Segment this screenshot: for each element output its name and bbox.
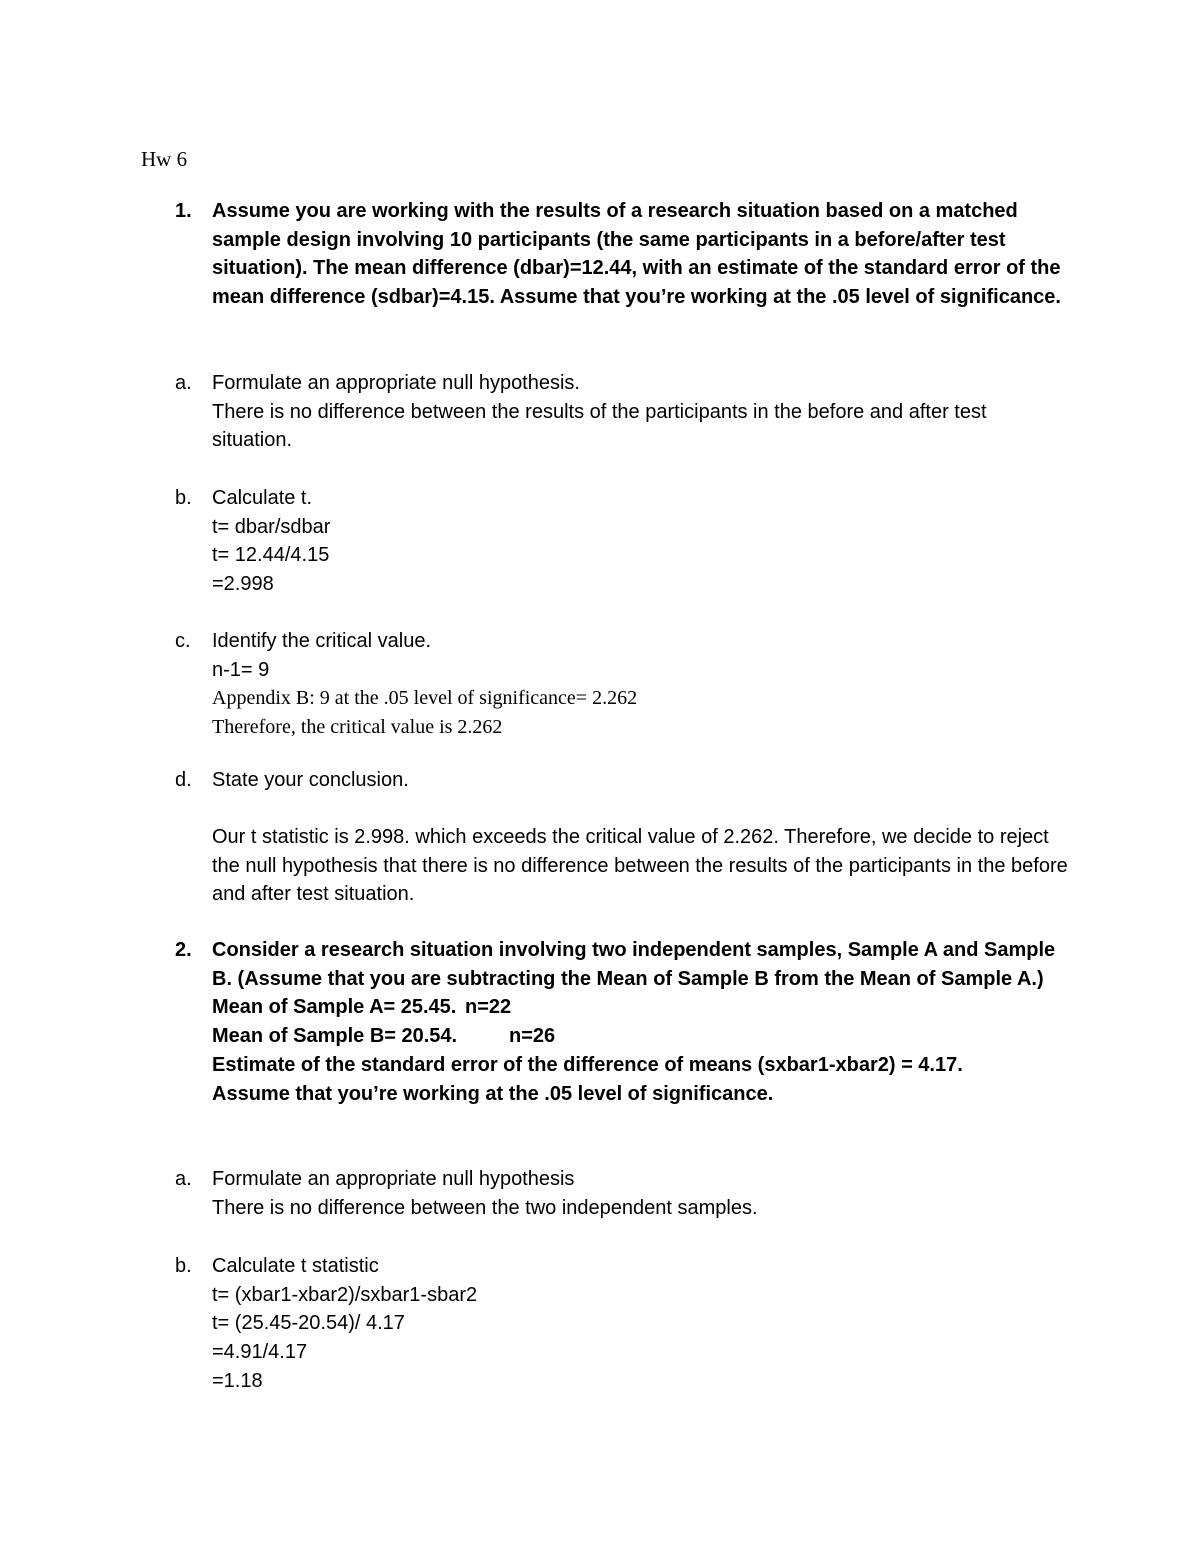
- mean-b: Mean of Sample B= 20.54.: [212, 1025, 458, 1048]
- part-marker: d.: [175, 769, 192, 791]
- calc-line: t= (25.45-20.54)/ 4.17: [212, 1312, 405, 1335]
- question-1-text: Assume you are working with the results of a research situation based on a matched sample design involving 10 participants (the same participants in a before/after test situation). The mean difference (dbar)=12.44, with an estimate of the standard error of the mean difference (sdbar)=4.15. Assume that you’re working at the .05 level of significance.: [212, 200, 1061, 309]
- mean-a: Mean of Sample A= 25.45.: [212, 996, 457, 1019]
- part-answer: There is no difference between the two independent samples.: [212, 1196, 758, 1219]
- part-answer: There is no difference between the results of the participants in the before and after test situation.: [212, 400, 987, 452]
- part-content: [212, 369, 1072, 455]
- critical-value-line: Therefore, the critical value is 2.262: [212, 716, 503, 739]
- part-prompt: Calculate t.: [212, 487, 313, 509]
- question-2-number: 2.: [175, 939, 192, 961]
- part-prompt: Calculate t statistic: [212, 1255, 379, 1277]
- part-marker: c.: [175, 630, 191, 652]
- part-content: [212, 1165, 1072, 1222]
- calc-line: =2.998: [212, 573, 274, 596]
- part-prompt: Formulate an appropriate null hypothesis.: [212, 372, 580, 394]
- significance-line: Assume that you’re working at the .05 level of significance.: [212, 1082, 774, 1105]
- part-marker: a.: [175, 372, 192, 394]
- calc-line: t= dbar/sdbar: [212, 515, 331, 538]
- question-2-text: Consider a research situation involving two independent samples, Sample A and Sample B. (Assume that you are subtracting the Mean of Sample B from the Mean of Sample A.): [212, 939, 1056, 990]
- calc-line: =4.91/4.17: [212, 1341, 308, 1364]
- question-2-content: [212, 936, 1072, 1108]
- part-content: [212, 627, 1072, 742]
- part-marker: b.: [175, 1255, 192, 1277]
- n-b: n=26: [509, 1025, 556, 1048]
- part-content: [212, 1252, 1072, 1396]
- calc-line: t= (xbar1-xbar2)/sxbar1-sbar2: [212, 1283, 478, 1306]
- part-content: [212, 484, 1072, 599]
- n-a: n=22: [465, 996, 512, 1019]
- calc-line: t= 12.44/4.15: [212, 544, 330, 567]
- part-prompt: Formulate an appropriate null hypothesis: [212, 1168, 575, 1190]
- sample-a-line: [212, 993, 1072, 1022]
- conclusion-text: Our t statistic is 2.998. which exceeds the critical value of 2.262. Therefore, we decide to reject the null hypothesis that there is no difference between the results of the participants in the before and after test situation.: [212, 826, 1068, 906]
- document-title: Hw 6: [141, 147, 188, 171]
- calc-line: n-1= 9: [212, 658, 270, 681]
- part-prompt: Identify the critical value.: [212, 630, 431, 652]
- appendix-line: Appendix B: 9 at the .05 level of significance= 2.262: [212, 687, 638, 710]
- sample-b-line: [212, 1022, 1072, 1051]
- calc-line: =1.18: [212, 1369, 263, 1392]
- standard-error-line: Estimate of the standard error of the difference of means (sxbar1-xbar2) = 4.17.: [212, 1053, 963, 1076]
- part-marker: b.: [175, 487, 192, 509]
- part-marker: a.: [175, 1168, 192, 1190]
- part-prompt: State your conclusion.: [212, 769, 409, 791]
- part-content: [212, 766, 1072, 795]
- question-1-number: 1.: [175, 200, 192, 222]
